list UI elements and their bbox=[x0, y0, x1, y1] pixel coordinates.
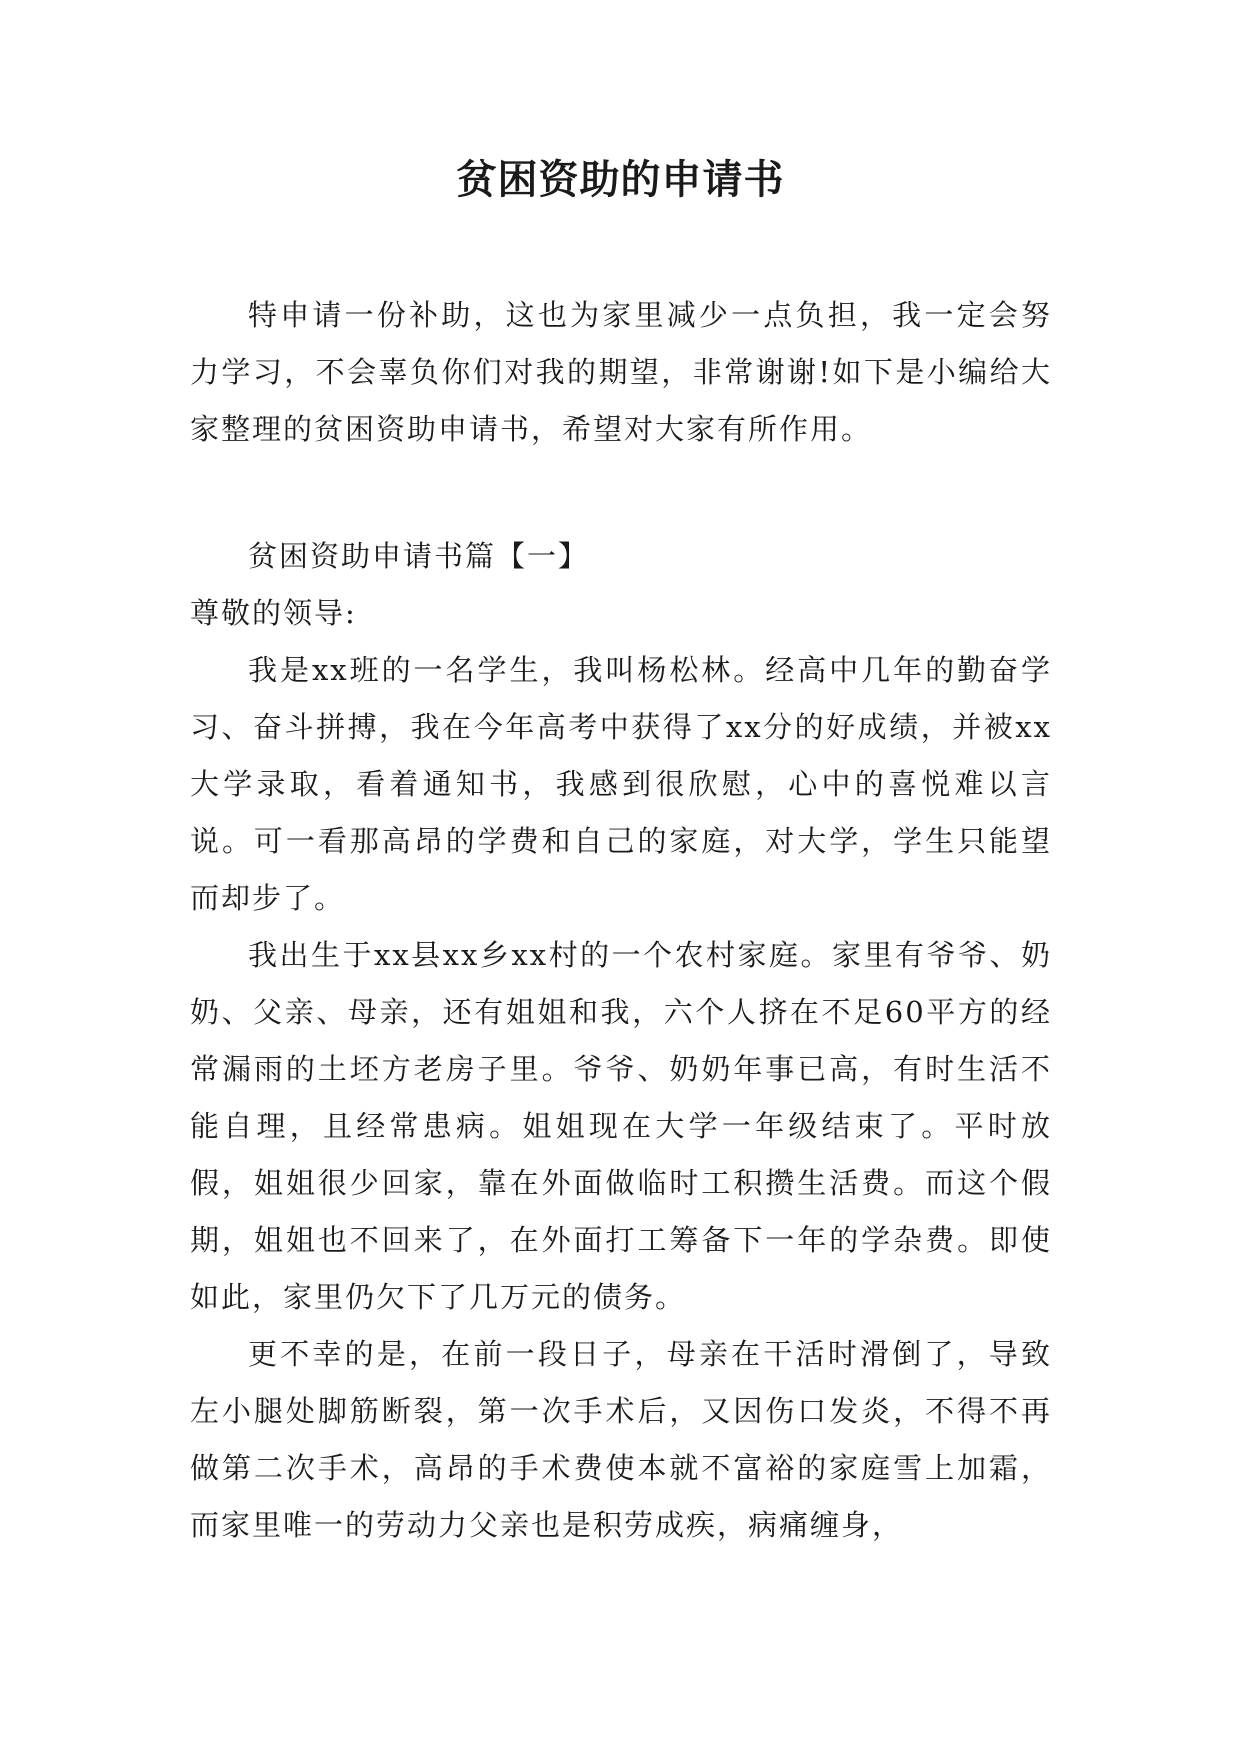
body-paragraph-1: 我是xx班的一名学生，我叫杨松林。经高中几年的勤奋学习、奋斗拼搏，我在今年高考中获得了xx分的好成绩，并被xx大学录取，看着通知书，我感到很欣慰，心中的喜悦难以言说。可一看那高昂的学费和自己的家庭，对大学，学生只能望而却步了。 bbox=[190, 653, 1052, 915]
section-heading: 贫困资助申请书篇【一】 bbox=[248, 539, 590, 573]
document-body bbox=[190, 287, 1052, 1554]
salutation: 尊敬的领导: bbox=[190, 596, 357, 630]
body-paragraph-2: 我出生于xx县xx乡xx村的一个农村家庭。家里有爷爷、奶奶、父亲、母亲，还有姐姐和我，六个人挤在不足60平方的经常漏雨的土坯方老房子里。爷爷、奶奶年事已高，有时生活不能自理，且经常患病。姐姐现在大学一年级结束了。平时放假，姐姐很少回家，靠在外面做临时工积攒生活费。而这个假期，姐姐也不回来了，在外面打工筹备下一年的学杂费。即使如此，家里仍欠下了几万元的债务。 bbox=[190, 938, 1052, 1314]
document-title: 贫困资助的申请书 bbox=[456, 157, 785, 203]
intro-paragraph: 特申请一份补助，这也为家里减少一点负担，我一定会努力学习，不会辜负你们对我的期望，非常谢谢!如下是小编给大家整理的贫困资助申请书，希望对大家有所作用。 bbox=[190, 298, 1052, 446]
body-paragraph-3: 更不幸的是，在前一段日子，母亲在干活时滑倒了，导致左小腿处脚筋断裂，第一次手术后，又因伤口发炎，不得不再做第二次手术，高昂的手术费使本就不富裕的家庭雪上加霜，而家里唯一的劳动力父亲也是积劳成疾，病痛缠身， bbox=[190, 1337, 1052, 1542]
